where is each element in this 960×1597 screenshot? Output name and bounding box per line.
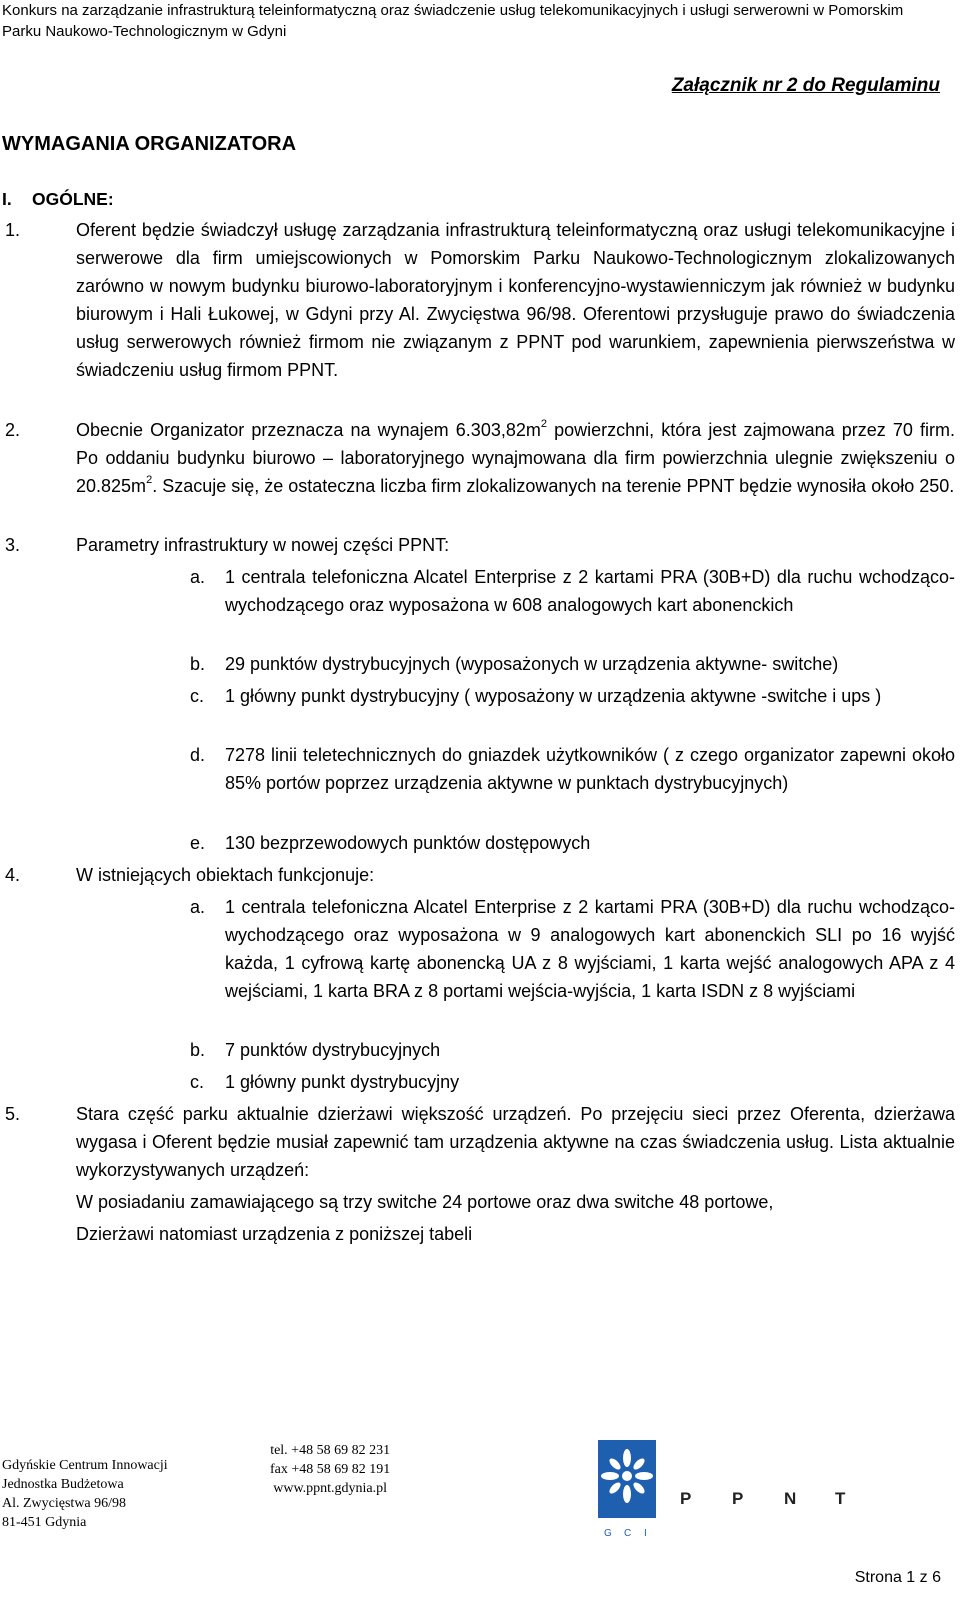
svg-text:P: P [732,1489,744,1508]
list-item-text: W istniejących obiektach funkcjonuje: [76,865,375,885]
page-title: WYMAGANIA ORGANIZATORA [2,133,297,155]
sub-item-text: 1 centrala telefoniczna Alcatel Enterprise z 2 kartami PRA (30B+D) dla ruchu wchodząco-wychodzącego oraz wyposażona w 9 analogowych kart abonenckich SLI po 16 wyjść każda, 1 cyfrową kartę abonencką UA z 8 wyjściami, 1 karta wejść analogowych APA z 4 wejściami, 1 karta BRA z 8 portami wejścia-wyjścia, 1 karta ISDN z 8 wyjściami [225,897,955,1001]
sub-item-3b [190,650,955,678]
svg-text:P: P [680,1489,692,1508]
sub-item-letter: b. [190,654,206,674]
svg-text:G: G [604,1528,612,1539]
svg-text:N: N [784,1489,797,1508]
paragraph-switches: W posiadaniu zamawiającego są trzy switche 24 portowe oraz dwa switche 48 portowe, [76,1192,774,1212]
list-item-text: Stara część parku aktualnie dzierżawi większość urządzeń. Po przejęciu sieci przez Oferenta, dzierżawa wygasa i Oferent będzie musiał zapewnić tam urządzenia aktywne na czas świadczenia usług. Lista aktualnie wykorzystywanych urządzeń: [76,1104,955,1180]
sub-item-letter: b. [190,1040,206,1060]
sub-item-text: 7278 linii teletechnicznych do gniazdek użytkowników ( z czego organizator zapewni około 85% portów poprzez urządzenia aktywne w punktach dystrybucyjnych) [225,745,955,793]
sub-item-text: 29 punktów dystrybucyjnych (wyposażonych w urządzenia aktywne- switche) [225,654,839,674]
list-item-5 [5,1100,955,1184]
list-item-text: Oferent będzie świadczył usługę zarządzania infrastrukturą teleinformatyczną oraz usługi telekomunikacyjne i serwerowe dla firm umiejscowionych w Pomorskim Parku Naukowo-Technologicznym zlokalizowanych zarówno w nowym budynku biurowo-laboratoryjnym i konferencyjno-wystawienniczym jak również w budynku biurowym i Hali Łukowej, w Gdyni przy Al. Zwycięstwa 96/98. Oferentowi przysługuje prawo do świadczenia usług serwerowych również firmom nie związanym z PPNT pod warunkiem, zapewnienia pierwszeństwa w świadczeniu usług firmom PPNT. [76,220,955,380]
sub-item-text: 130 bezprzewodowych punktów dostępowych [225,833,591,853]
list-item-2 [5,416,955,500]
section-label: OGÓLNE: [32,189,114,209]
section-number: I. [2,189,12,209]
annex-label: Załącznik nr 2 do Regulaminu [671,75,940,96]
list-item-text: Parametry infrastruktury w nowej części PPNT: [76,535,450,555]
list-item-4 [5,861,955,889]
list-item-1 [5,216,955,384]
list-item-text: Obecnie Organizator przeznacza na wynajem $6.303,82m^2$ powierzchni, która jest zajmowana przez 70 firm. Po oddaniu budynku biurowo – laboratoryjnego wynajmowana dla firm powierzchnia ulegnie zwiększeniu o $20.825m^2$. Szacuje się, że ostateczna liczba firm zlokalizowanych na terenie PPNT będzie wynosiła około 250. [76,418,955,496]
svg-text:I: I [644,1528,647,1539]
ppnt-logo-icon [598,1440,858,1544]
sub-item-3c [190,682,955,710]
page-number: Strona 1 z 6 [854,1569,941,1586]
header-line-2: Parku Naukowo-Technologicznym w Gdyni [2,23,287,40]
list-item-number: 2. [5,420,21,440]
sub-item-text: 7 punktów dystrybucyjnych [225,1040,441,1060]
sub-item-letter: a. [190,567,206,587]
list-item-number: 5. [5,1104,21,1124]
sub-item-letter: c. [190,1072,205,1092]
list-item-number: 4. [5,865,21,885]
sub-item-4a [190,893,955,1005]
document-header [2,0,958,42]
sub-item-letter: e. [190,833,206,853]
list-item-number: 1. [5,220,21,240]
section-heading [2,189,114,210]
footer-address: Gdyńskie Centrum Innowacji Jednostka Budżetowa Al. Zwycięstwa 96/98 81-451 Gdynia [2,1458,168,1530]
sub-item-4c [190,1068,955,1096]
sub-item-3a [190,563,955,619]
sub-item-text: 1 centrala telefoniczna Alcatel Enterprise z 2 kartami PRA (30B+D) dla ruchu wchodząco-wychodzącego oraz wyposażona w 608 analogowych kart abonenckich [225,567,955,615]
sub-item-3e [190,829,955,857]
sub-item-4b [190,1036,955,1064]
header-line-1: Konkurs na zarządzanie infrastrukturą teleinformatyczną oraz świadczenie usług telekomunikacyjnych i usługi serwerowni w Pomorskim [2,2,904,19]
sub-item-text: 1 główny punkt dystrybucyjny [225,1072,460,1092]
sub-item-letter: c. [190,686,205,706]
sub-item-letter: d. [190,745,206,765]
list-item-number: 3. [5,535,21,555]
svg-text:C: C [624,1528,632,1539]
paragraph-leased-devices: Dzierżawi natomiast urządzenia z poniższej tabeli [76,1224,473,1244]
footer-contact: tel. +48 58 69 82 231 fax +48 58 69 82 191 www.ppnt.gdynia.pl [270,1443,391,1496]
sub-item-letter: a. [190,897,206,917]
list-item-3 [5,531,955,559]
sub-item-3d [190,741,955,797]
svg-text:T: T [835,1489,846,1508]
sub-item-text: 1 główny punkt dystrybucyjny ( wyposażony w urządzenia aktywne -switche i ups ) [225,686,882,706]
